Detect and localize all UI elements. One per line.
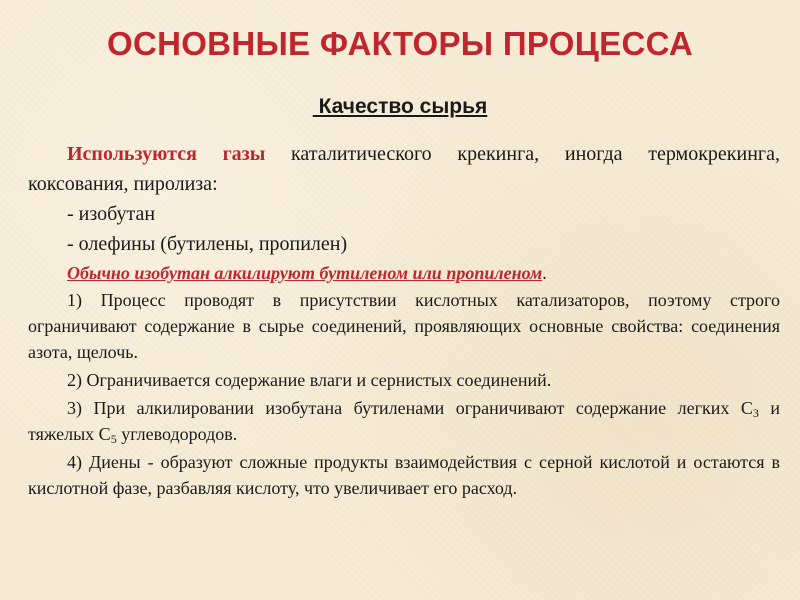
factor-item-2: 2) Ограничивается содержание влаги и сернистых соединений. (67, 370, 552, 390)
factor-item-1: 1) Процесс проводят в присутствии кислотных катализаторов, поэтому строго ограничивают содержание в сырье соединений, проявляющих основные свойства: соединения азота, щелочь. (28, 290, 780, 362)
slide-body (28, 139, 780, 501)
item3-text-middle: и тяжелых С (28, 398, 780, 444)
item3-subscript-c5: 5 (110, 432, 117, 446)
intro-paragraph (28, 139, 780, 199)
item3-subscript-c3: 3 (752, 406, 759, 420)
feed-list-item: - изобутан (67, 203, 156, 225)
factor-item-3 (28, 395, 780, 447)
item3-text-start: 3) При алкилировании изобутана бутиленами ограничивают содержание легких С (67, 398, 753, 418)
note-emphasis-text: Обычно изобутан алкилируют бутиленом или пропиленом (67, 263, 543, 283)
intro-lead-text: Используются газы (67, 143, 266, 165)
factor-item-4: 4) Диены - образуют сложные продукты взаимодействия с серной кислотой и остаются в кислотной фазе, разбавляя кислоту, что увеличивает его расход. (28, 452, 780, 498)
note-paragraph (28, 261, 780, 285)
note-tail-text: . (542, 263, 547, 283)
intro-rest-text: каталитического крекинга, иногда термокрекинга, коксования, пиролиза: (28, 143, 780, 195)
feed-list-item: - олефины (бутилены, пропилен) (67, 233, 348, 255)
slide-title: ОСНОВНЫЕ ФАКТОРЫ ПРОЦЕССА (106, 25, 694, 62)
section-subtitle: Качество сырья (312, 95, 488, 118)
item3-text-end: углеводородов. (116, 424, 238, 444)
